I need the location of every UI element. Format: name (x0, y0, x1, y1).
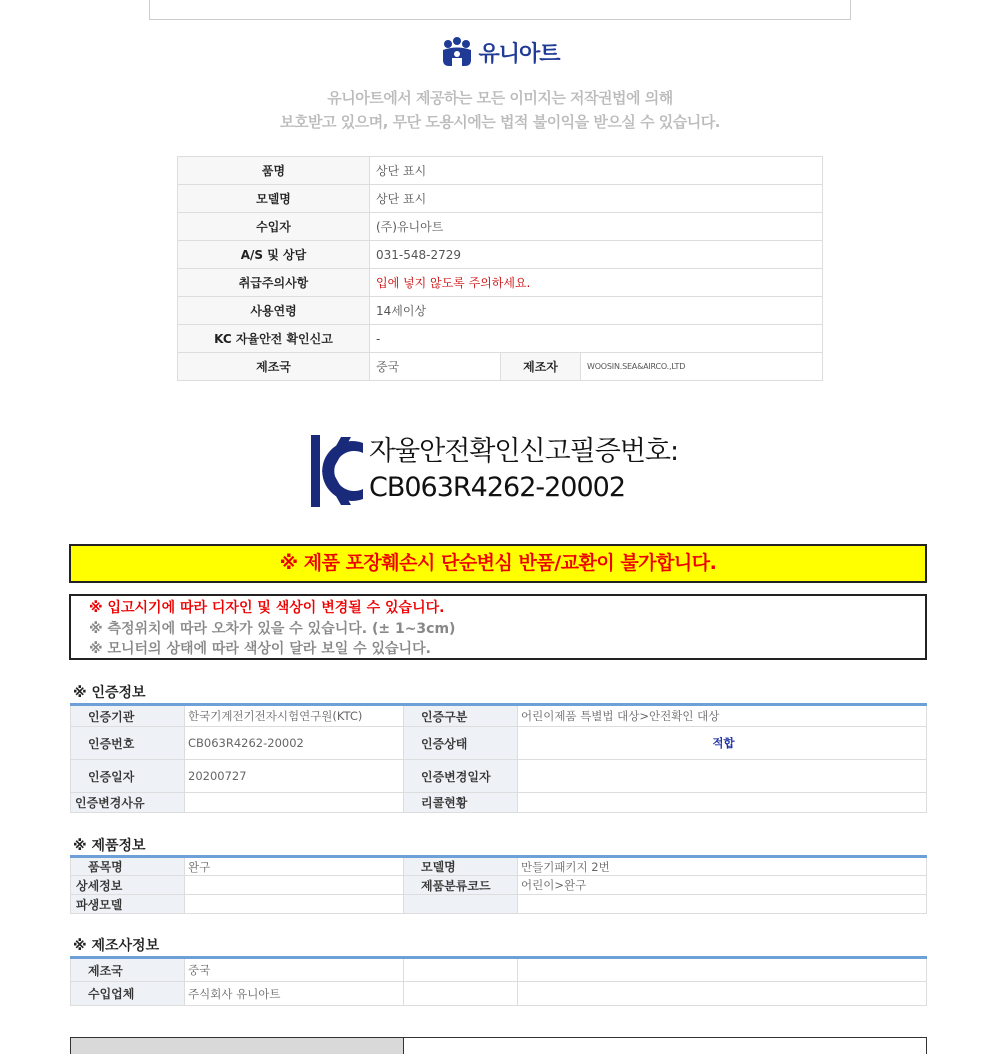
cert-type-value: 어린이제품 특별법 대상>안전확인 대상 (518, 705, 927, 727)
cert-recall-value (518, 793, 927, 813)
empty-cell (404, 958, 518, 982)
table-row (71, 876, 927, 895)
notice-line: ※ 모니터의 상태에 따라 색상이 달라 보일 수 있습니다. (89, 641, 431, 657)
notice-box (69, 594, 927, 660)
cert-status-label: 인증상태 (404, 727, 518, 760)
kc-title: 자율안전확인신고필증번호: (369, 436, 679, 467)
spec-row (178, 185, 823, 213)
cert-type-label: 인증구분 (404, 705, 518, 727)
empty-cell (518, 982, 927, 1006)
bottom-table-frame (70, 1037, 927, 1054)
spec-value-manufacturer: WOOSIN.SEA&AIRCO.,LTD (581, 353, 823, 381)
table-row (71, 705, 927, 727)
spec-label: 수입자 (178, 213, 370, 241)
cert-section-title: ※ 인증정보 (73, 685, 146, 701)
spec-row (178, 213, 823, 241)
spec-value: 031-548-2729 (370, 241, 823, 269)
spec-row (178, 269, 823, 297)
cert-change-date-value (518, 760, 927, 793)
spec-value: 상단 표시 (370, 157, 823, 185)
spec-row (178, 241, 823, 269)
cert-status-value: 적합 (518, 727, 927, 760)
bottom-table-header-cell (71, 1038, 404, 1054)
table-row (71, 793, 927, 813)
maker-importer-label: 수입업체 (71, 982, 185, 1006)
empty-cell (404, 895, 518, 914)
notice-line: ※ 측정위치에 따라 오차가 있을 수 있습니다. (± 1~3cm) (89, 620, 456, 637)
empty-cell (518, 895, 927, 914)
spec-row (178, 325, 823, 353)
cert-agency-label: 인증기관 (71, 705, 185, 727)
spec-value: 14세이상 (370, 297, 823, 325)
notice-line: ※ 입고시기에 따라 디자인 및 색상이 변경될 수 있습니다. (89, 600, 445, 616)
spec-label: 품명 (178, 157, 370, 185)
spec-value-caution: 입에 넣지 않도록 주의하세요. (370, 269, 823, 297)
brand-logo-icon (440, 36, 474, 68)
table-row (71, 727, 927, 760)
maker-table (70, 956, 927, 1006)
cert-recall-label: 리콜현황 (404, 793, 518, 813)
spec-row (178, 157, 823, 185)
table-row (71, 895, 927, 914)
spec-table (177, 156, 823, 381)
cert-number-label: 인증번호 (71, 727, 185, 760)
copyright-line-1: 유니아트에서 제공하는 모든 이미지는 저작권법에 의해 (327, 89, 673, 107)
cert-change-date-label: 인증변경일자 (404, 760, 518, 793)
product-table (70, 855, 927, 914)
maker-country-label: 제조국 (71, 958, 185, 982)
product-model-value: 만들기패키지 2번 (518, 857, 927, 876)
maker-country-value: 중국 (185, 958, 404, 982)
spec-value: - (370, 325, 823, 353)
empty-cell (404, 982, 518, 1006)
spec-label: A/S 및 상담 (178, 241, 370, 269)
cert-table (70, 703, 927, 813)
product-detail-value (185, 876, 404, 895)
kc-certification-mark (311, 432, 701, 510)
product-derived-value (185, 895, 404, 914)
product-derived-label: 파생모델 (71, 895, 185, 914)
table-row (71, 760, 927, 793)
brand-header (0, 36, 1000, 72)
kc-number: CB063R4262-20002 (369, 472, 626, 503)
cert-date-value: 20200727 (185, 760, 404, 793)
table-row (71, 958, 927, 982)
spec-label: KC 자율안전 확인신고 (178, 325, 370, 353)
spec-label: 모델명 (178, 185, 370, 213)
product-model-label: 모델명 (404, 857, 518, 876)
cert-number-value: CB063R4262-20002 (185, 727, 404, 760)
cert-date-label: 인증일자 (71, 760, 185, 793)
spec-value: 상단 표시 (370, 185, 823, 213)
product-class-value: 어린이>완구 (518, 876, 927, 895)
table-row (71, 857, 927, 876)
brand-name: 유니아트 (478, 41, 560, 67)
copyright-line-2: 보호받고 있으며, 무단 도용시에는 법적 불이익을 받으실 수 있습니다. (280, 113, 720, 131)
cert-change-reason-label: 인증변경사유 (71, 793, 185, 813)
empty-cell (518, 958, 927, 982)
top-frame (149, 0, 851, 20)
spec-row (178, 297, 823, 325)
spec-label: 사용연령 (178, 297, 370, 325)
product-detail-label: 상세정보 (71, 876, 185, 895)
spec-value: 중국 (370, 353, 501, 381)
spec-label: 취급주의사항 (178, 269, 370, 297)
product-section-title: ※ 제품정보 (73, 838, 146, 854)
maker-section-title: ※ 제조사정보 (73, 938, 160, 954)
kc-text (369, 434, 678, 506)
maker-importer-value: 주식회사 유니아트 (185, 982, 404, 1006)
table-row (71, 982, 927, 1006)
copyright-notice (0, 86, 1000, 134)
product-name-label: 품목명 (71, 857, 185, 876)
spec-value: (주)유니아트 (370, 213, 823, 241)
kc-logo-icon (311, 435, 365, 507)
product-name-value: 완구 (185, 857, 404, 876)
spec-label: 제조자 (501, 353, 581, 381)
spec-row (178, 353, 823, 381)
product-class-label: 제품분류코드 (404, 876, 518, 895)
spec-label: 제조국 (178, 353, 370, 381)
return-warning-banner: ※ 제품 포장훼손시 단순변심 반품/교환이 불가합니다. (69, 544, 927, 583)
cert-change-reason-value (185, 793, 404, 813)
cert-agency-value: 한국기계전기전자시험연구원(KTC) (185, 705, 404, 727)
